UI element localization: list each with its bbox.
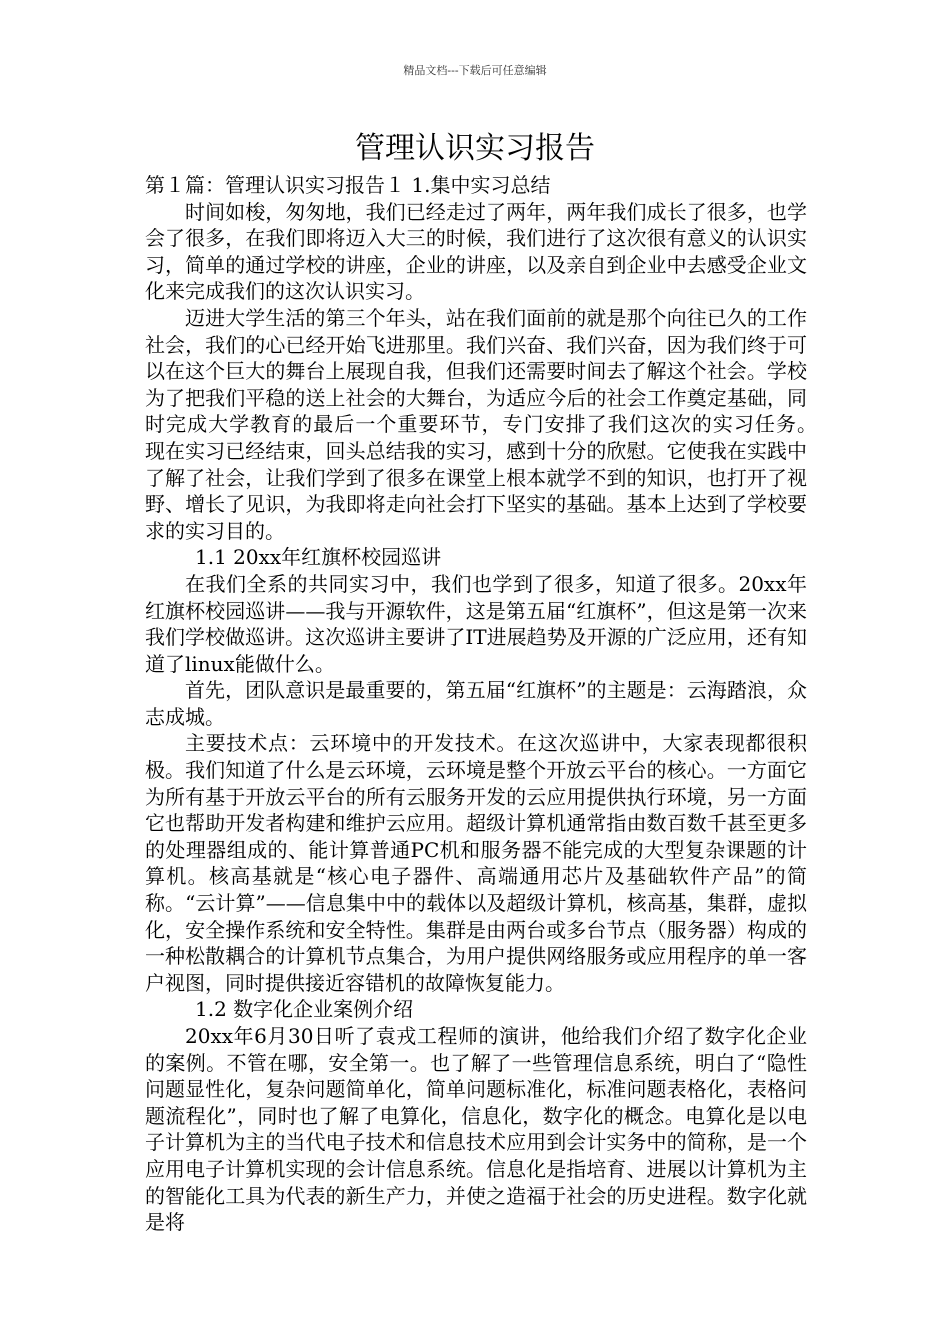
document-title: 管理认识实习报告 — [355, 131, 595, 166]
paragraph: 迈进大学生活的第三个年头，站在我们面前的就是那个向往已久的工作社会，我们的心已经开始飞进那里。我们兴奋、我们兴奋，因为我们终于可以在这个巨大的舞台上展现自我，但我们还需要时间去了解这个社会。学校为了把我们平稳的送上社会的大舞台，为适应今后的社会工作奠定基础，同时完成大学教育的最后一个重要环节，专门安排了我们这次的实习任务。 现在实习已经结束，回头总结我的实习，感到十分的欣慰。它使我在实践中了解了社会，让我们学到了很多在课堂上根本就学不到的知识，也打开了视野、增长了见识，为我即将走向社会打下坚实的基础。基本上达到了学校要求的实习目的。 — [145, 305, 827, 543]
paragraph: 主要技术点：云环境中的开发技术。在这次巡讲中，大家表现都很积极。我们知道了什么是云环境，云环境是整个开放云平台的核心。一方面它为所有基于开放云平台的所有云服务开发的云应用提供执行环境，另一方面它也帮助开发者构建和维护云应用。超级计算机通常指由数百数千甚至更多的处理器组成的、能计算普通PC机和服务器不能完成的大型复杂课题的计算机。核高基就是“核心电子器件、高端通用芯片及基础软件产品”的简称。“云计算”——信息集中中的载体以及超级计算机，核高基，集群，虚拟化，安全操作系统和安全特性。集群是由两台或多台节点（服务器）构成的一种松散耦合的计算机节点集合，为用户提供网络服务或应用程序的单一客户视图，同时提供接近容错机的故障恢复能力。 — [145, 731, 807, 995]
header-note: 精品文档---下载后可任意编辑 — [403, 64, 547, 77]
paragraph: 在我们全系的共同实习中，我们也学到了很多，知道了很多。20xx年红旗杯校园巡讲——我与开源软件，这是第五届“红旗杯”，但这是第一次来我们学校做巡讲。这次巡讲主要讲了IT进展趋势及开源的广泛应用，还有知道了linux能做什么。 — [145, 571, 807, 676]
document-body — [145, 172, 827, 1236]
paragraph: 首先，团队意识是最重要的，第五届“红旗杯”的主题是：云海踏浪，众志成城。 — [145, 678, 807, 729]
section-heading-1-1: 1.1 20xx年红旗杯校园巡讲 — [195, 545, 442, 570]
paragraph: 时间如梭，匆匆地，我们已经走过了两年，两年我们成长了很多，也学会了很多，在我们即将迈入大三的时候，我们进行了这次很有意义的认识实习，简单的通过学校的讲座，企业的讲座，以及亲自到企业中去感受企业文化来完成我们的这次认识实习。 — [145, 199, 807, 304]
document-subtitle: 第１篇：管理认识实习报告１ 1.集中实习总结 — [145, 173, 551, 197]
paragraph: 20xx年6月30日听了袁戎工程师的演讲，他给我们介绍了数字化企业的案例。不管在哪，安全第一。也了解了一些管理信息系统，明白了“隐性问题显性化，复杂问题简单化，简单问题标准化，标准问题表格化，表格问题流程化”，同时也了解了电算化，信息化，数字化的概念。电算化是以电子计算机为主的当代电子技术和信息技术应用到会计实务中的简称，是一个应用电子计算机实现的会计信息系统。信息化是指培育、进展以计算机为主的智能化工具为代表的新生产力，并使之造福于社会的历史进程。数字化就是将 — [145, 1024, 807, 1235]
section-heading-1-2: 1.2 数字化企业案例介绍 — [195, 997, 414, 1022]
